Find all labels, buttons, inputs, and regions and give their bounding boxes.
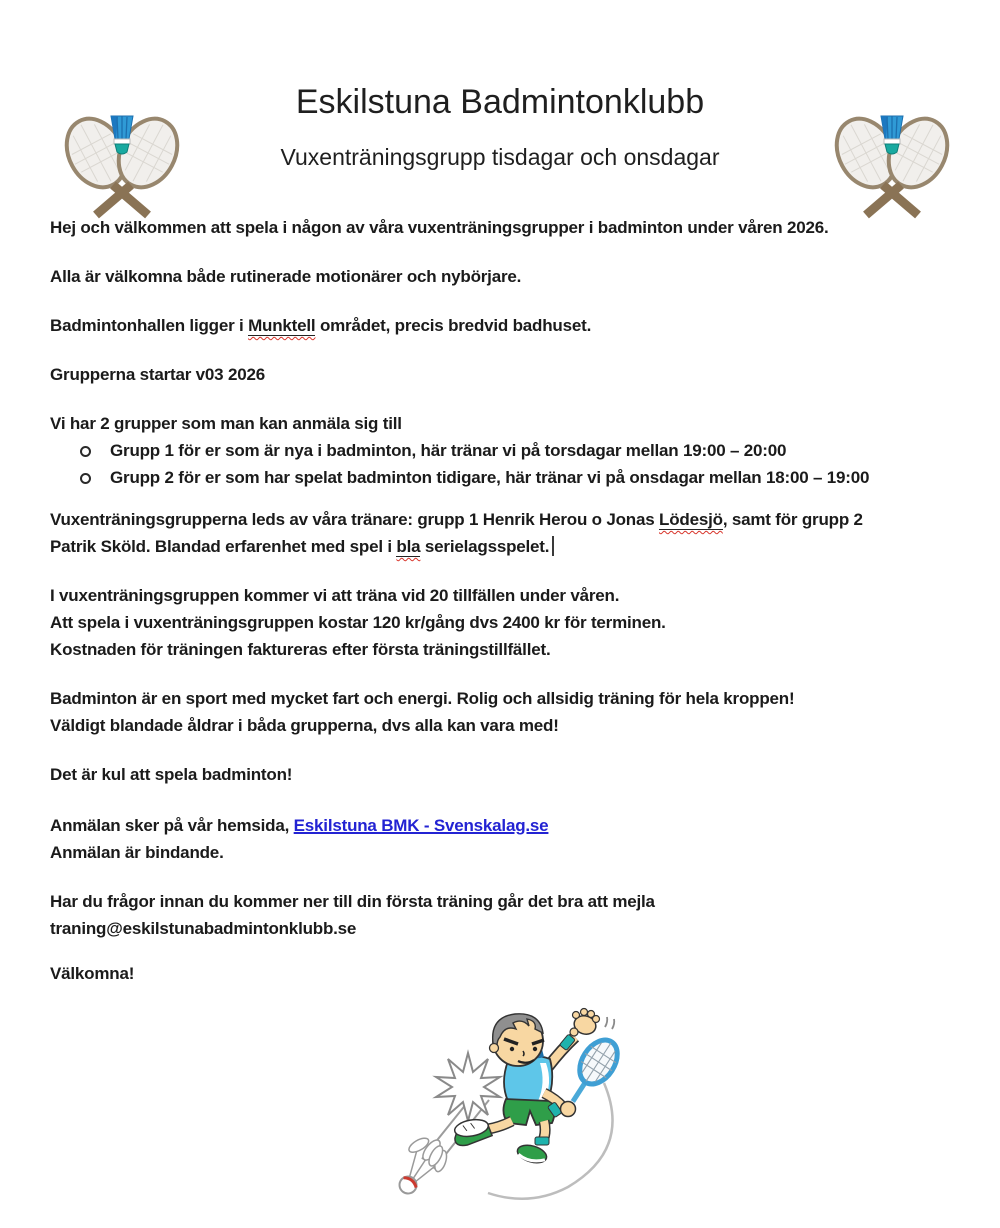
document-header [0,84,1000,170]
text-line-binding: Anmälan är bindande. [50,843,224,862]
paragraph-start-week: Grupperna startar v03 2026 [50,365,265,384]
text-line-cost: Att spela i vuxenträningsgruppen kostar 120 kr/gång dvs 2400 kr för terminen. [50,613,666,632]
text-line-questions: Har du frågor innan du kommer ner till din första träning går det bra att mejla [50,892,655,911]
list-item-group-2: Grupp 2 för er som har spelat badminton tidigare, här tränar vi på onsdagar mellan 18:00 – 19:00 [50,464,970,491]
crossed-rackets-icon [826,110,958,220]
page-subtitle: Vuxenträningsgrupp tisdagar och onsdagar [280,144,720,170]
text-line-ages: Väldigt blandade åldrar i båda grupperna, dvs alla kan vara med! [50,716,559,735]
paragraph-questions [50,888,970,942]
text-line-sessions: I vuxenträningsgruppen kommer vi att träna vid 20 tillfällen under våren. [50,586,620,605]
group-list [50,437,970,491]
paragraph-closing: Välkomna! [50,964,135,983]
crossed-rackets-icon [56,110,188,220]
email-text: traning@eskilstunabadmintonklubb.se [50,919,357,938]
paragraph-trainers [50,506,970,560]
paragraph-welcome: Hej och välkommen att spela i någon av våra vuxenträningsgrupper i badminton under våren 2026. [50,218,829,237]
paragraph-location [50,312,970,339]
paragraph-fun: Det är kul att spela badminton! [50,765,293,784]
paragraph-about-sport [50,685,970,739]
text-line-signup [50,812,970,839]
text-run: Patrik Sköld. Blandad erfarenhet med spel i [50,537,397,556]
text-run: Vuxenträningsgrupperna leds av våra tränare: grupp 1 Henrik Herou o Jonas [50,510,660,529]
signup-link[interactable]: Eskilstuna BMK - Svenskalag.se [293,816,549,835]
text-line-sport: Badminton är en sport med mycket fart och energi. Rolig och allsidig träning för hela kroppen! [50,689,795,708]
document-body[interactable] [0,170,1000,987]
paragraph-everyone-welcome: Alla är välkomna både rutinerade motionärer och nybörjare. [50,267,522,286]
misspelled-word-bla: bla [396,537,421,556]
text-run: , samt för grupp 2 [722,510,863,529]
badminton-player-cartoon [372,997,652,1215]
text-run: området, precis bredvid badhuset. [315,316,592,335]
text-cursor [552,536,554,556]
text-run: serielagsspelet. [420,537,550,556]
text-run: Badmintonhallen ligger i [50,316,249,335]
text-run: Anmälan sker på vår hemsida, [50,816,294,835]
paragraph-groups-intro: Vi har 2 grupper som man kan anmäla sig till [50,414,402,433]
list-item-group-1: Grupp 1 för er som är nya i badminton, här tränar vi på torsdagar mellan 19:00 – 20:00 [50,437,970,464]
misspelled-word-lodesjo: Lödesjö [659,510,723,529]
paragraph-signup [50,812,970,866]
paragraph-practical-info [50,582,970,663]
text-line-invoice: Kostnaden för träningen faktureras efter första träningstillfället. [50,640,551,659]
page-title: Eskilstuna Badmintonklubb [295,83,705,121]
misspelled-word-munktell: Munktell [248,316,316,335]
